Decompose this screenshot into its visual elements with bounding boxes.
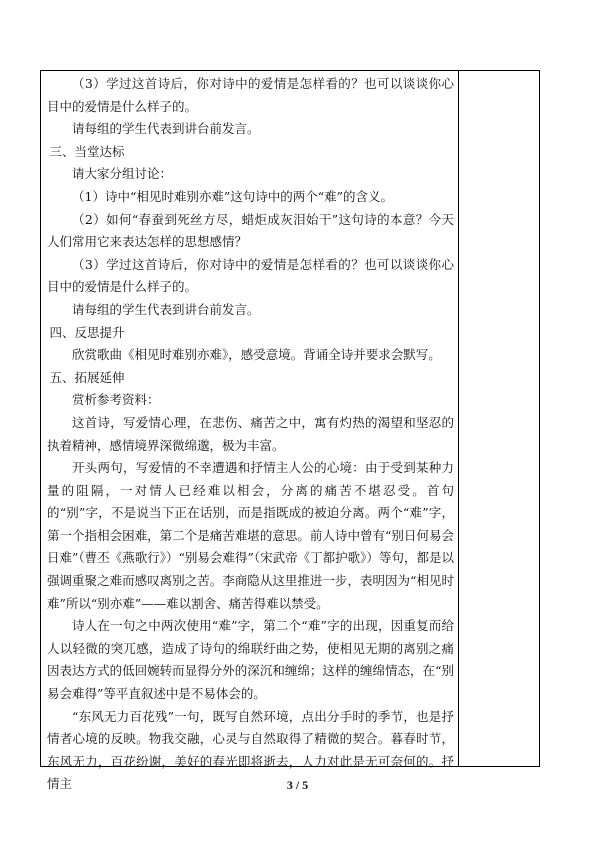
section-heading: 三、当堂达标 (49, 143, 125, 159)
paragraph: （3）学过这首诗后，你对诗中的爱情是怎样看的？也可以谈谈你心目中的爱情是什么样子的。 (47, 76, 454, 114)
paragraph: （3）学过这首诗后，你对诗中的爱情是怎样看的？也可以谈谈你心目中的爱情是什么样子的。 (47, 256, 454, 295)
paragraph: “东风无力百花残”一句，既写自然环境，点出分手时的季节，也是抒情者心境的反映。物我交融，心灵与自然取得了精微的契合。暮春时节，东风无力，百花纷谢，美好的春光即将逝去，人力对此是无可奈何的。抒情主 (47, 708, 454, 792)
paragraph: 请大家分组讨论： (72, 166, 173, 182)
paragraph: 赏析参考资料： (72, 392, 160, 408)
paragraph: 这首诗，写爱情心理，在悲伤、痛苦之中，寓有灼热的渴望和坚忍的执着精神，感情境界深微绵邈，极为丰富。 (47, 414, 454, 453)
section-heading: 五、拓展延伸 (49, 369, 125, 385)
paragraph: 开头两句，写爱情的不幸遭遇和抒情主人公的心境：由于受到某种力量的阻隔，一对情人已经难以相会，分离的痛苦不堪忍受。首句的“别”字，不是说当下正在话别，而是指既成的被迫分离。两个“难”字，第一个指相会困难，第二个是痛苦难堪的意思。前人诗中曾有“别日何易会日难”（曹丕《燕歌行》）“别易会难得”（宋武帝《丁都护歌》）等句，都是以强调重聚之难而感叹离别之苦。李商隐从这里推进一步，表明因为“相见时难”所以“别亦难”——难以割舍、痛苦得难以禁受。 (47, 460, 454, 611)
paragraph: （2）如何“春蚕到死丝方尽，蜡炬成灰泪始干”这句诗的本意？今天人们常用它来表达怎样的思想感情？ (47, 211, 454, 250)
paragraph: 请每组的学生代表到讲台前发言。 (72, 121, 260, 137)
paragraph: 请每组的学生代表到讲台前发言。 (72, 301, 260, 317)
lesson-content-cell (47, 73, 454, 796)
section-heading: 四、反思提升 (49, 324, 125, 340)
paragraph: 诗人在一句之中两次使用“难”字，第二个“难”字的出现，因重复而给人以轻微的突兀感，造成了诗句的绵联纡曲之势，使相见无期的离别之痛因表达方式的低回婉转而显得分外的深沉和缠绵；这样的缠绵情态，在“别易会难得”等平直叙述中是不易体会的。 (47, 618, 454, 702)
paragraph: 欣赏歌曲《相见时难别亦难》，感受意境。背诵全诗并要求会默写。 (72, 347, 441, 363)
page-number: 3 / 5 (286, 778, 309, 792)
column-divider (458, 71, 459, 766)
paragraph: （1）诗中“相见时难别亦难”这句诗中的两个“难”的含义。 (72, 188, 394, 204)
